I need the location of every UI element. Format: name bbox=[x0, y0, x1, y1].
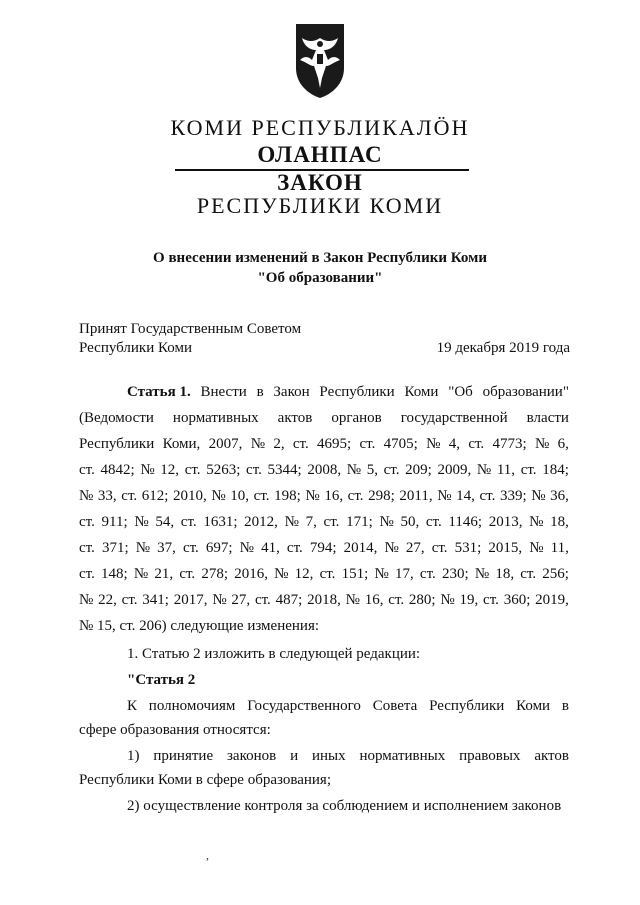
word: 2019, bbox=[535, 592, 569, 608]
word: ст. bbox=[180, 514, 197, 530]
word: № bbox=[79, 488, 94, 504]
body-line-9 bbox=[79, 592, 569, 609]
word: Коми, bbox=[162, 436, 201, 452]
word: 794; bbox=[309, 540, 337, 556]
word: ст. bbox=[383, 462, 400, 478]
word: 5, bbox=[366, 462, 378, 478]
word: 341; bbox=[142, 592, 169, 608]
word: 209; bbox=[405, 462, 432, 478]
word: законов bbox=[226, 748, 277, 764]
word: 36, bbox=[550, 488, 569, 504]
word: № bbox=[239, 540, 254, 556]
word: 10, bbox=[230, 488, 250, 504]
word: 12, bbox=[160, 462, 180, 478]
word: 4695; bbox=[317, 436, 352, 452]
word: полномочиям bbox=[148, 698, 236, 714]
word: 11, bbox=[496, 462, 516, 478]
word: № bbox=[211, 488, 226, 504]
word: 50, bbox=[400, 514, 420, 530]
body-line-7 bbox=[79, 540, 569, 557]
word: № bbox=[274, 566, 289, 582]
word: ст. bbox=[388, 592, 405, 608]
word: 2018, bbox=[307, 592, 341, 608]
word: 16, bbox=[364, 592, 384, 608]
body-line-1 bbox=[127, 384, 569, 401]
word: принятие bbox=[153, 748, 214, 764]
document-title-line1: О внесении изменений в Закон Республики Коми bbox=[153, 250, 487, 266]
word: № bbox=[134, 514, 149, 530]
word: 487; bbox=[275, 592, 303, 608]
article-2-heading: "Статья 2 bbox=[127, 672, 196, 688]
word: № bbox=[474, 566, 490, 582]
word: № bbox=[531, 488, 546, 504]
word: 22, bbox=[98, 592, 117, 608]
word: 198; bbox=[274, 488, 301, 504]
word: 14, bbox=[456, 488, 475, 504]
word: № bbox=[250, 436, 265, 452]
amendment-item-1: 1. Статью 2 изложить в следующей редакции: bbox=[127, 646, 421, 662]
word: 184; bbox=[542, 462, 569, 478]
word: Коми bbox=[516, 698, 551, 714]
word: Внести bbox=[200, 384, 247, 400]
document-title-line2: "Об образовании" bbox=[257, 270, 383, 286]
word: ст. bbox=[468, 436, 485, 452]
word: ст. bbox=[520, 462, 537, 478]
word: № bbox=[529, 540, 544, 556]
word: 2009, bbox=[437, 462, 472, 478]
body-line-3 bbox=[79, 436, 569, 453]
word: ст. bbox=[121, 592, 138, 608]
word: государственной bbox=[400, 410, 508, 426]
word: 12, bbox=[294, 566, 314, 582]
word: ст. bbox=[425, 514, 442, 530]
word: 11, bbox=[550, 540, 569, 556]
word: в bbox=[561, 698, 569, 714]
word: ст. bbox=[79, 540, 95, 556]
scan-mark: , bbox=[206, 848, 209, 862]
word: 151; bbox=[341, 566, 369, 582]
word: 697; bbox=[205, 540, 233, 556]
word: правовых bbox=[459, 748, 521, 764]
word: № bbox=[346, 462, 362, 478]
word: Республики bbox=[319, 384, 395, 400]
word: ст. bbox=[253, 488, 270, 504]
word: актов bbox=[277, 410, 313, 426]
word: нормативных bbox=[359, 748, 446, 764]
word: ст. bbox=[182, 540, 199, 556]
adoption-line1: Принят Государственным Советом bbox=[79, 321, 302, 337]
body-line-8 bbox=[79, 566, 569, 583]
word: 7, bbox=[305, 514, 317, 530]
word: № bbox=[384, 540, 399, 556]
word: ст. bbox=[79, 462, 95, 478]
word: актов bbox=[534, 748, 569, 764]
header-olanpas: ОЛАНПАС bbox=[257, 142, 383, 167]
word: № bbox=[212, 592, 227, 608]
word: 2011, bbox=[399, 488, 433, 504]
word: "Об bbox=[448, 384, 473, 400]
word: ст. bbox=[179, 566, 196, 582]
word: ст. bbox=[479, 488, 496, 504]
word: № bbox=[140, 462, 155, 478]
word: 360; bbox=[503, 592, 531, 608]
word: 2015, bbox=[488, 540, 523, 556]
word: 27, bbox=[231, 592, 251, 608]
word: и bbox=[290, 748, 299, 764]
word: (Ведомости bbox=[79, 410, 154, 426]
paragraph-1-line-1 bbox=[127, 698, 569, 715]
word: 16, bbox=[324, 488, 344, 504]
word: 280; bbox=[408, 592, 436, 608]
word: ст. bbox=[79, 514, 95, 530]
word: 2007, bbox=[208, 436, 243, 452]
word: ст. bbox=[431, 540, 448, 556]
word: № bbox=[79, 592, 94, 608]
word: ст. bbox=[184, 462, 201, 478]
word: 41, bbox=[261, 540, 280, 556]
word: 371; bbox=[101, 540, 129, 556]
word: иных bbox=[311, 748, 346, 764]
word: № bbox=[529, 514, 544, 530]
paragraph-2-line-2: Республики Коми в сфере образования; bbox=[79, 772, 331, 788]
word: нормативных bbox=[172, 410, 259, 426]
word: № bbox=[133, 566, 149, 582]
word: 54, bbox=[155, 514, 175, 530]
word: Республики bbox=[79, 436, 155, 452]
word: ст. bbox=[121, 488, 138, 504]
word: № bbox=[534, 436, 550, 452]
word: 37, bbox=[157, 540, 176, 556]
body-line-6 bbox=[79, 514, 569, 531]
word: ст. bbox=[520, 566, 537, 582]
article-1-label: Статья 1. bbox=[127, 384, 191, 400]
word: 2013, bbox=[488, 514, 523, 530]
adoption-line2: Республики Коми bbox=[79, 340, 192, 356]
word: № bbox=[440, 592, 455, 608]
word: власти bbox=[526, 410, 569, 426]
word: № bbox=[305, 488, 320, 504]
word: 4773; bbox=[492, 436, 527, 452]
word: 278; bbox=[201, 566, 229, 582]
word: Совета bbox=[372, 698, 418, 714]
paragraph-1-line-2: сфере образования относятся: bbox=[79, 722, 271, 738]
word: № bbox=[476, 462, 492, 478]
word: 33, bbox=[97, 488, 117, 504]
word: 5344; bbox=[267, 462, 302, 478]
word: 4, bbox=[448, 436, 461, 452]
word: 256; bbox=[542, 566, 569, 582]
word: 2014, bbox=[343, 540, 378, 556]
body-line-10: № 15, ст. 206) следующие изменения: bbox=[79, 618, 320, 634]
word: 230; bbox=[441, 566, 469, 582]
word: 5263; bbox=[206, 462, 241, 478]
word: № bbox=[426, 436, 441, 452]
word: ст. bbox=[292, 436, 309, 452]
word: 1631; bbox=[203, 514, 238, 530]
word: 4842; bbox=[100, 462, 135, 478]
word: 19, bbox=[459, 592, 479, 608]
word: 18, bbox=[495, 566, 515, 582]
word: 2016, bbox=[234, 566, 268, 582]
body-line-2 bbox=[79, 410, 569, 427]
paragraph-2-line-1 bbox=[127, 748, 569, 765]
body-line-5 bbox=[79, 488, 569, 505]
word: Коми bbox=[404, 384, 439, 400]
word: ст. bbox=[79, 566, 95, 582]
word: 298; bbox=[368, 488, 395, 504]
word: 339; bbox=[499, 488, 527, 504]
paragraph-3-line-1: 2) осуществление контроля за соблюдением и исполнением законов bbox=[127, 798, 562, 814]
word: 148; bbox=[101, 566, 128, 582]
coat-of-arms-emblem bbox=[290, 20, 350, 100]
word: Государственного bbox=[247, 698, 361, 714]
word: 17, bbox=[394, 566, 414, 582]
word: ст. bbox=[323, 514, 340, 530]
word: 2, bbox=[273, 436, 285, 452]
word: 171; bbox=[346, 514, 373, 530]
word: ст. bbox=[347, 488, 364, 504]
word: Республики bbox=[429, 698, 505, 714]
word: № bbox=[379, 514, 394, 530]
word: № bbox=[437, 488, 452, 504]
header-law: ЗАКОН bbox=[277, 170, 363, 195]
word: 612; bbox=[141, 488, 169, 504]
word: органов bbox=[331, 410, 382, 426]
word: ст. bbox=[246, 462, 262, 478]
body-line-4 bbox=[79, 462, 569, 479]
word: № bbox=[135, 540, 151, 556]
word: 21, bbox=[154, 566, 174, 582]
word: К bbox=[127, 698, 138, 714]
word: ст. bbox=[419, 566, 436, 582]
word: 2008, bbox=[307, 462, 342, 478]
word: ст. bbox=[319, 566, 336, 582]
word: 4705; bbox=[383, 436, 418, 452]
word: 6, bbox=[557, 436, 569, 452]
word: 531; bbox=[454, 540, 482, 556]
word: № bbox=[374, 566, 389, 582]
word: 2017, bbox=[173, 592, 208, 608]
word: образовании" bbox=[482, 384, 569, 400]
word: ст. bbox=[286, 540, 303, 556]
adoption-date: 19 декабря 2019 года bbox=[436, 340, 570, 356]
header-komi-republic: КОМИ РЕСПУБЛИКАЛӦН bbox=[170, 115, 470, 140]
word: 18, bbox=[550, 514, 569, 530]
word: 1) bbox=[127, 748, 140, 764]
word: ст. bbox=[483, 592, 499, 608]
word: 2010, bbox=[173, 488, 207, 504]
header-republic-komi: РЕСПУБЛИКИ КОМИ bbox=[196, 193, 444, 218]
word: 2012, bbox=[244, 514, 278, 530]
word: 27, bbox=[405, 540, 425, 556]
word: 911; bbox=[101, 514, 128, 530]
word: в bbox=[256, 384, 264, 400]
word: № bbox=[345, 592, 360, 608]
word: ст. bbox=[254, 592, 271, 608]
word: 1146; bbox=[448, 514, 483, 530]
word: ст. bbox=[359, 436, 376, 452]
word: № bbox=[284, 514, 299, 530]
word: Закон bbox=[273, 384, 310, 400]
